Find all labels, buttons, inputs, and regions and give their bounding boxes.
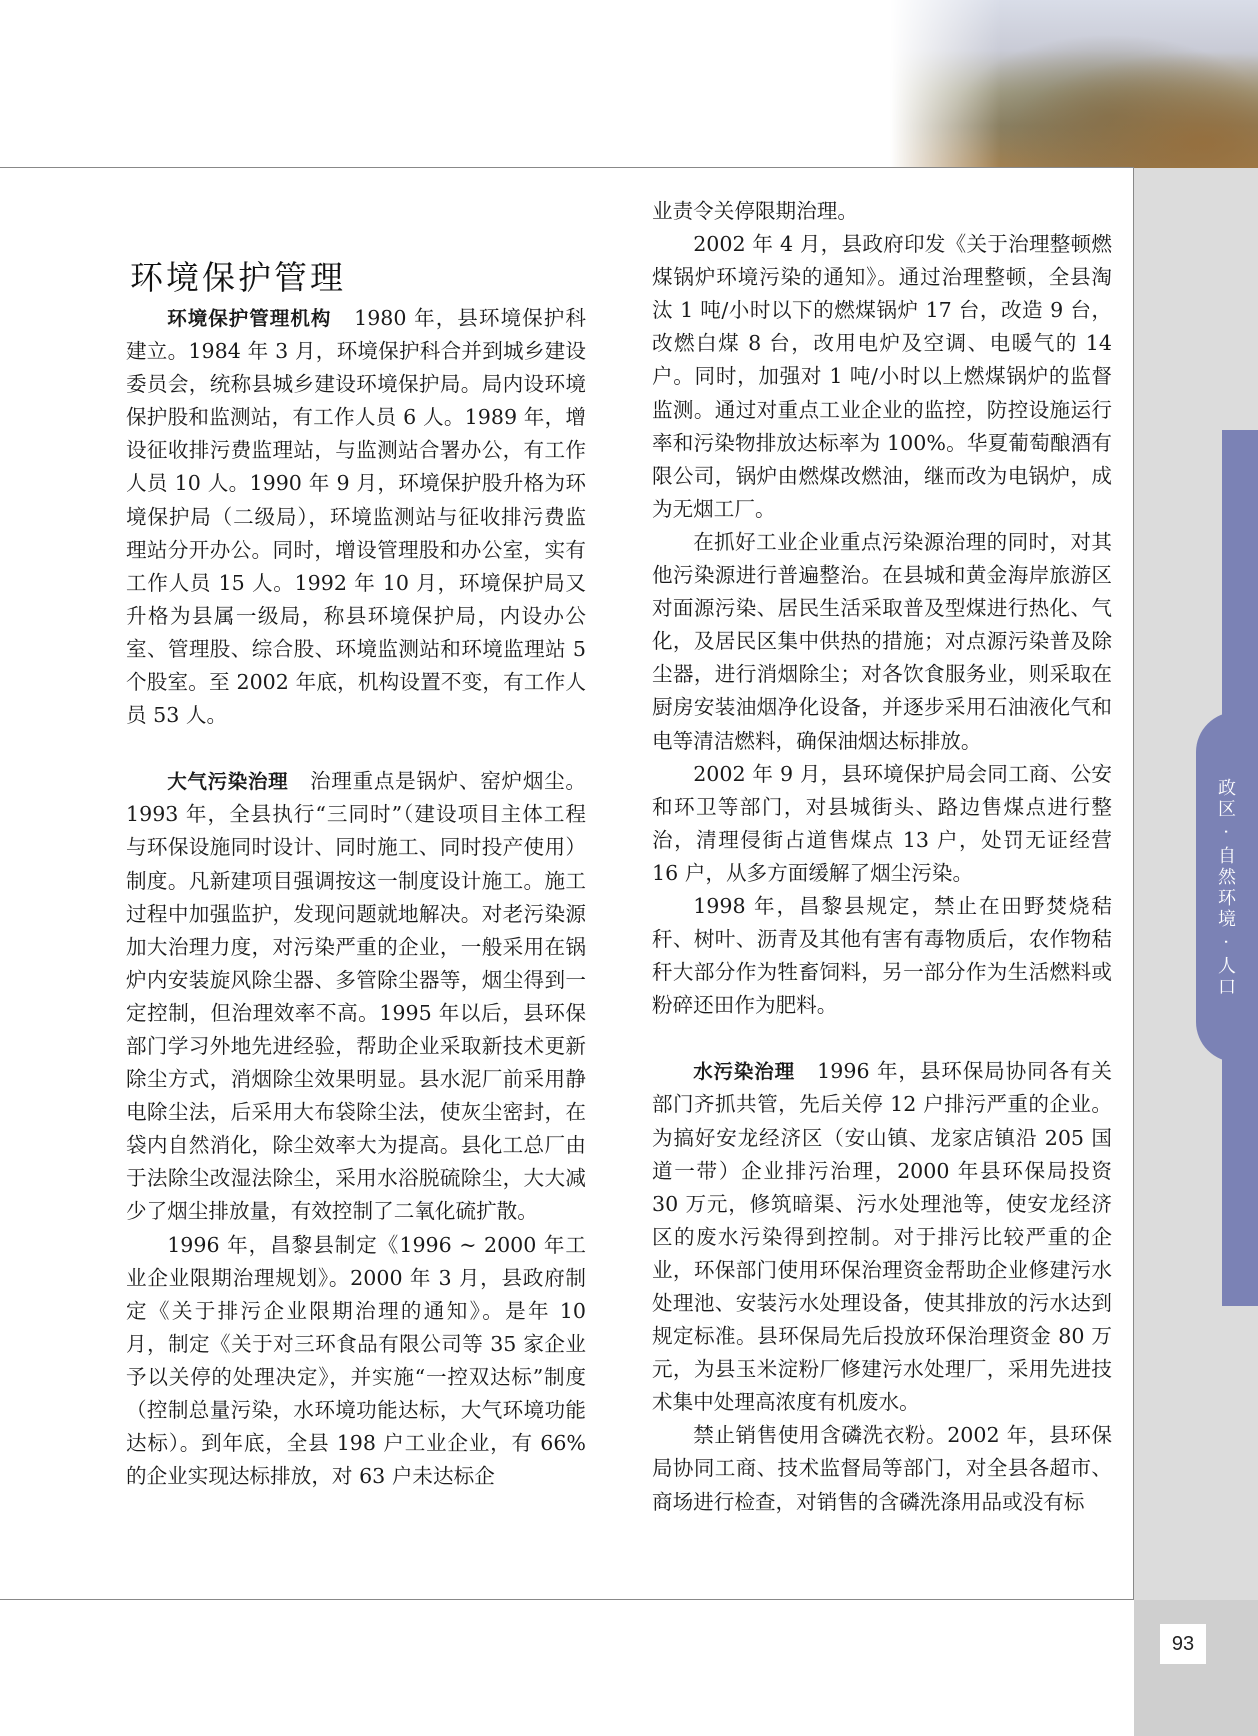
paragraph-text: 1998 年，昌黎县规定，禁止在田野焚烧秸秆、树叶、沥青及其他有害有毒物质后，农作物秸秆大部分作为牲畜饲料，另一部分作为生活燃料或粉碎还田作为肥料。	[652, 893, 1112, 1018]
paragraph	[652, 526, 1112, 758]
paragraph-text: 1996 年，县环保局协同各有关部门齐抓共管，先后关停 12 户排污严重的企业。为搞好安龙经济区（安山镇、龙家店镇沿 205 国道一带）企业排污治理，2000 年县环保局投资 30 万元，修筑暗渠、污水处理池等，使安龙经济区的废水污染得到控制。对于排污比较严重的企业，环保部门使用环保治理资金帮助企业修建污水处理池、安装污水处理设备，使其排放的污水达到规定标准。县环保局先后投放环保治理资金 80 万元，为县玉米淀粉厂修建污水处理厂，采用先进技术集中处理高浓度有机废水。	[652, 1059, 1112, 1415]
top-banner	[0, 0, 1258, 168]
right-rule	[1133, 167, 1134, 1600]
section-heading: 水污染治理	[693, 1060, 795, 1084]
section-heading: 环境保护管理机构	[167, 307, 332, 330]
paragraph	[126, 302, 586, 732]
paragraph	[652, 1055, 1112, 1419]
top-rule	[0, 167, 1134, 168]
paragraph	[652, 890, 1112, 1022]
left-column	[126, 302, 586, 1493]
paragraph	[126, 1229, 586, 1494]
section-heading: 大气污染治理	[167, 770, 289, 794]
paragraph-text: 在抓好工业企业重点污染源治理的同时，对其他污染源进行普遍整治。在县城和黄金海岸旅游区对面源污染、居民生活采取普及型煤进行热化、气化，及居民区集中供热的措施；对点源污染普及除尘器，进行消烟除尘；对各饮食服务业，则采取在厨房安装油烟净化设备，并逐步采用石油液化气和电等清洁燃料，确保油烟达标排放。	[652, 529, 1112, 753]
page-title: 环境保护管理	[130, 258, 346, 297]
section-tab-label: 政区 · 自然环境 · 人口	[1215, 777, 1236, 999]
paragraph-text: 治理重点是锅炉、窑炉烟尘。1993 年，全县执行“三同时”（建设项目主体工程与环保设施同时设计、同时施工、同时投产使用）制度。凡新建项目强调按这一制度设计施工。施工过程中加强监护，发现问题就地解决。对老污染源加大治理力度，对污染严重的企业，一般采用在锅炉内安装旋风除尘器、多管除尘器等，烟尘得到一定控制，但治理效率不高。1995 年以后，县环保部门学习外地先进经验，帮助企业采取新技术更新除尘方式，消烟除尘效果明显。县水泥厂前采用静电除尘法，后采用大布袋除尘法，使灰尘密封，在袋内自然消化，除尘效率大为提高。县化工总厂由于法除尘改湿法除尘，采用水浴脱硫除尘，大大减少了烟尘排放量，有效控制了二氧化硫扩散。	[126, 769, 586, 1224]
bottom-rule	[0, 1599, 1134, 1600]
paragraph-text: 业责令关停限期治理。	[652, 199, 858, 223]
paragraph-text: 禁止销售使用含磷洗衣粉。2002 年，县环保局协同工商、技术监督局等部门，对全县各超市、商场进行检查，对销售的含磷洗涤用品或没有标	[652, 1423, 1112, 1514]
paragraph-text: 1996 年，昌黎县制定《1996 ~ 2000 年工业企业限期治理规划》。2000 年 3 月，县政府制定《关于排污企业限期治理的通知》。是年 10 月，制定《关于对三环食品有限公司等 35 家企业予以关停的处理决定》，并实施“一控双达标”制度（控制总量污染，水环境功能达标，大气环境功能达标）。到年底，全县 198 户工业企业，有 66% 的企业实现达标排放，对 63 户未达标企	[126, 1232, 586, 1489]
landscape-photo	[890, 0, 1258, 168]
paragraph-text: 2002 年 4 月，县政府印发《关于治理整顿燃煤锅炉环境污染的通知》。通过治理整顿，全县淘汰 1 吨/小时以下的燃煤锅炉 17 台，改造 9 台，改燃白煤 8 台，改用电炉及空调、电暖气的 14 户。同时，加强对 1 吨/小时以上燃煤锅炉的监督监测。通过对重点工业企业的监控，防控设施运行率和污染物排放达标率为 100%。华夏葡萄酿酒有限公司，锅炉由燃煤改燃油，继而改为电锅炉，成为无烟工厂。	[652, 232, 1112, 521]
page-number: 93	[1160, 1624, 1206, 1664]
paragraph-text: 2002 年 9 月，县环境保护局会同工商、公安和环卫等部门，对县城街头、路边售煤点进行整治，清理侵街占道售煤点 13 户，处罚无证经营 16 户，从多方面缓解了烟尘污染。	[652, 761, 1112, 885]
paragraph	[652, 195, 1112, 228]
paragraph	[652, 1419, 1112, 1518]
paragraph	[652, 758, 1112, 890]
right-column	[652, 195, 1112, 1519]
paragraph	[126, 765, 586, 1228]
bottom-corner	[1134, 1600, 1258, 1736]
paragraph-text: 1980 年，县环境保护科建立。1984 年 3 月，环境保护科合并到城乡建设委员会，统称县城乡建设环境保护局。局内设环境保护股和监测站，有工作人员 6 人。1989 年，增设征收排污费监理站，与监测站合署办公，有工作人员 10 人。1990 年 9 月，环境保护股升格为环境保护局（二级局），环境监测站与征收排污费监理站分开办公。同时，增设管理股和办公室，实有工作人员 15 人。1992 年 10 月，环境保护局又升格为县属一级局，称县环境保护局，内设办公室、管理股、综合股、环境监测站和环境监理站 5 个股室。至 2002 年底，机构设置不变，有工作人员 53 人。	[126, 306, 586, 728]
paragraph	[652, 228, 1112, 526]
